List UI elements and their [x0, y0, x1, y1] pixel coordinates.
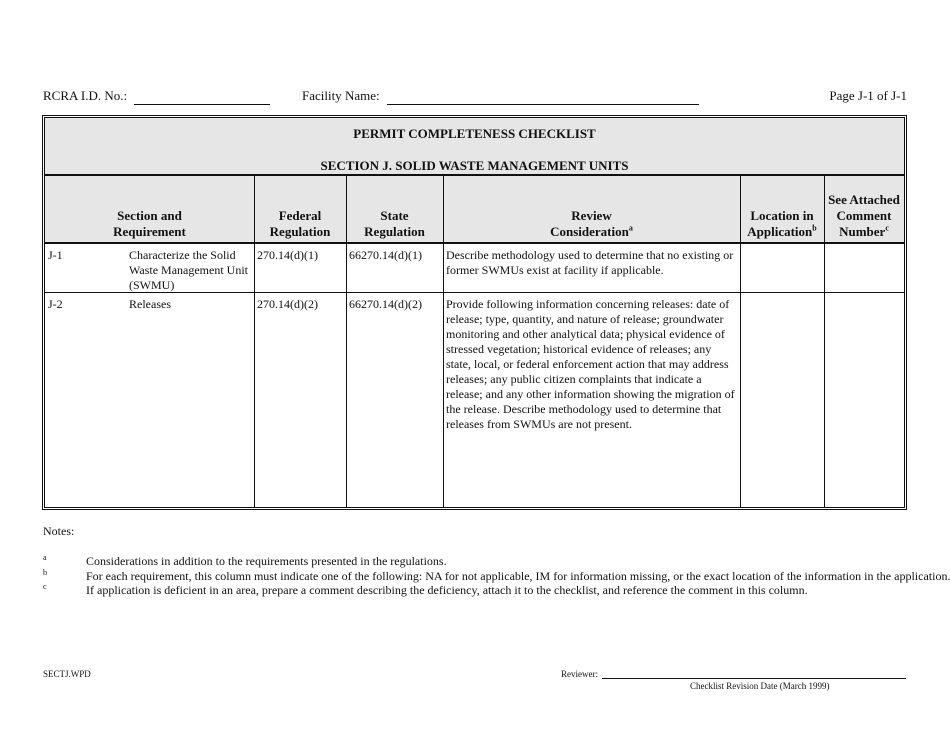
row-id-j2: J-2	[48, 297, 63, 311]
reviewer-signature-line	[602, 678, 906, 679]
row-requirement-j1: Characterize the Solid Waste Management Unit (SWMU)	[129, 248, 248, 292]
column-header-review: Review Consideration$^a$	[443, 176, 740, 244]
page-number: Page J-1 of J-1	[829, 88, 907, 103]
rcra-id-label: RCRA I.D. No.:	[43, 88, 128, 103]
column-header-federal: Federal Regulation	[254, 176, 346, 244]
column-divider	[740, 176, 741, 507]
notes-label: Notes:	[43, 524, 75, 538]
column-divider	[443, 176, 444, 507]
row-federal-j1: 270.14(d)(1)	[257, 248, 318, 262]
footnote-a: Considerations in addition to the requirements presented in the regulations.	[86, 554, 447, 568]
facility-name-field	[302, 88, 699, 105]
checklist-table	[42, 115, 907, 510]
checklist-title-bar	[45, 118, 904, 176]
column-header-state: State Regulation	[346, 176, 443, 244]
footnote-mark-a: a	[43, 553, 47, 562]
column-divider	[254, 176, 255, 507]
row-federal-j2: 270.14(d)(2)	[257, 297, 318, 311]
footnote-b: For each requirement, this column must indicate one of the following: NA for not applicable, IM for information missing, or the exact location of the information in the application.	[86, 569, 950, 583]
row-id-j1: J-1	[48, 248, 63, 262]
footer-filename: SECTJ.WPD	[43, 669, 91, 679]
column-header-comment: See Attached Comment Number$^c$	[824, 176, 904, 244]
reviewer-label: Reviewer:	[561, 669, 598, 679]
facility-name-blank	[387, 88, 699, 105]
revision-date: Checklist Revision Date (March 1999)	[690, 681, 830, 691]
footnote-mark-b: b	[43, 568, 47, 577]
footnote-c: If application is deficient in an area, prepare a comment describing the deficiency, attach it to the checklist, and reference the comment in this column.	[86, 583, 808, 597]
row-review-j2: Provide following information concerning releases: date of release; type, quantity, and nature of release; groundwater monitoring and other analytical data; physical evidence of stressed vegetation; historical evidence of releases; any state, local, or federal enforcement action that may address releases; any public citizen complaints that indicate a release; and any other information showing the migration of the release. Describe methodology used to determine that releases from SWMUs are not present.	[446, 297, 735, 431]
rcra-id-field	[43, 88, 270, 105]
row-state-j1: 66270.14(d)(1)	[349, 248, 422, 262]
checklist-title: PERMIT COMPLETENESS CHECKLIST	[353, 126, 596, 141]
row-requirement-j2: Releases	[129, 297, 171, 311]
row-review-j1: Describe methodology used to determine that no existing or former SWMUs exist at facility if applicable.	[446, 248, 734, 277]
column-header-section: Section and Requirement	[45, 176, 254, 244]
row-state-j2: 66270.14(d)(2)	[349, 297, 422, 311]
rcra-id-blank	[134, 88, 270, 105]
footnote-mark-c: c	[43, 582, 47, 591]
column-divider	[346, 176, 347, 507]
column-divider	[824, 176, 825, 507]
column-header-location: Location in Application$^b$	[740, 176, 824, 244]
section-title: SECTION J. SOLID WASTE MANAGEMENT UNITS	[320, 158, 629, 173]
facility-name-label: Facility Name:	[302, 88, 380, 103]
